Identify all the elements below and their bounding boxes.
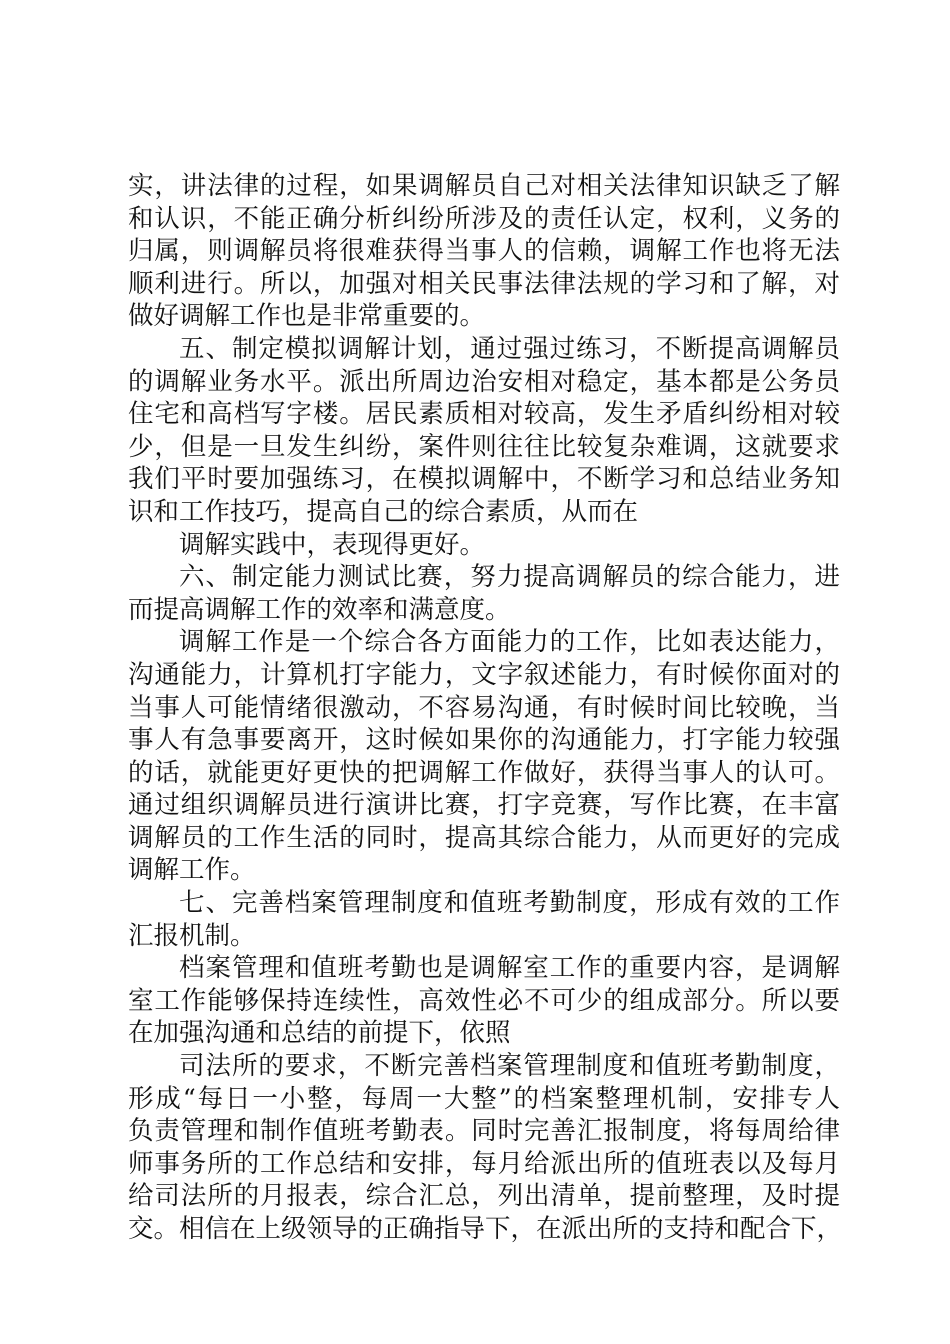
text-line: 档案管理和值班考勤也是调解室工作的重要内容，是调解 (179, 953, 840, 984)
text-line: 调解工作是一个综合各方面能力的工作，比如表达能力， (179, 627, 840, 658)
text-line: 的话，就能更好更快的把调解工作做好，获得当事人的认可。 (128, 757, 840, 788)
text-line: 沟通能力，计算机打字能力，文字叙述能力，有时候你面对的 (128, 659, 840, 690)
text-line: 调解实践中，表现得更好。 (179, 529, 486, 560)
text-line: 调解员的工作生活的同时，提高其综合能力，从而更好的完成 (128, 822, 840, 853)
text-line: 实，讲法律的过程，如果调解员自己对相关法律知识缺乏了解 (128, 171, 840, 201)
text-line: 而提高调解工作的效率和满意度。 (128, 594, 511, 625)
text-line: 给司法所的月报表，综合汇总，列出清单，提前整理，及时提 (128, 1181, 840, 1212)
text-line: 在加强沟通和总结的前提下，依照 (128, 1018, 511, 1049)
text-line: 六、制定能力测试比赛，努力提高调解员的综合能力，进 (179, 562, 840, 593)
text-line: 顺利进行。所以，加强对相关民事法律法规的学习和了解，对 (128, 268, 840, 299)
text-line: 和认识，不能正确分析纠纷所涉及的责任认定，权利，义务的 (128, 203, 840, 234)
text-line: 五、制定模拟调解计划，通过强过练习，不断提高调解员 (179, 333, 840, 364)
text-line: 通过组织调解员进行演讲比赛，打字竞赛，写作比赛，在丰富 (128, 790, 840, 821)
text-line: 交。相信在上级领导的正确指导下，在派出所的支持和配合下， (128, 1214, 843, 1244)
text-line: 识和工作技巧，提高自己的综合素质，从而在 (128, 496, 639, 527)
text-line: 的调解业务水平。派出所周边治安相对稳定，基本都是公务员 (128, 366, 840, 397)
text-line: 七、完善档案管理制度和值班考勤制度，形成有效的工作 (179, 888, 840, 919)
text-line: 调解工作。 (128, 855, 256, 886)
document-body (128, 170, 843, 1246)
text-line: 我们平时要加强练习，在模拟调解中，不断学习和总结业务知 (128, 464, 840, 495)
text-line: 汇报机制。 (128, 920, 256, 951)
text-line: 师事务所的工作总结和安排，每月给派出所的值班表以及每月 (128, 1148, 840, 1179)
text-line: 事人有急事要离开，这时候如果你的沟通能力，打字能力较强 (128, 725, 840, 756)
text-line: 负责管理和制作值班考勤表。同时完善汇报制度，将每周给律 (128, 1116, 840, 1147)
text-line: 住宅和高档写字楼。居民素质相对较高，发生矛盾纠纷相对较 (128, 399, 840, 430)
text-line: 当事人可能情绪很激动，不容易沟通，有时候时间比较晚，当 (128, 692, 840, 723)
text-line: 室工作能够保持连续性，高效性必不可少的组成部分。所以要 (128, 985, 840, 1016)
text-line: 司法所的要求，不断完善档案管理制度和值班考勤制度， (179, 1051, 840, 1082)
text-line: 形成“每日一小整，每周一大整”的档案整理机制，安排专人 (128, 1083, 840, 1114)
text-line: 少，但是一旦发生纠纷，案件则往往比较复杂难调，这就要求 (128, 431, 840, 462)
text-line: 归属，则调解员将很难获得当事人的信赖，调解工作也将无法 (128, 236, 840, 267)
text-line: 做好调解工作也是非常重要的。 (128, 301, 486, 332)
